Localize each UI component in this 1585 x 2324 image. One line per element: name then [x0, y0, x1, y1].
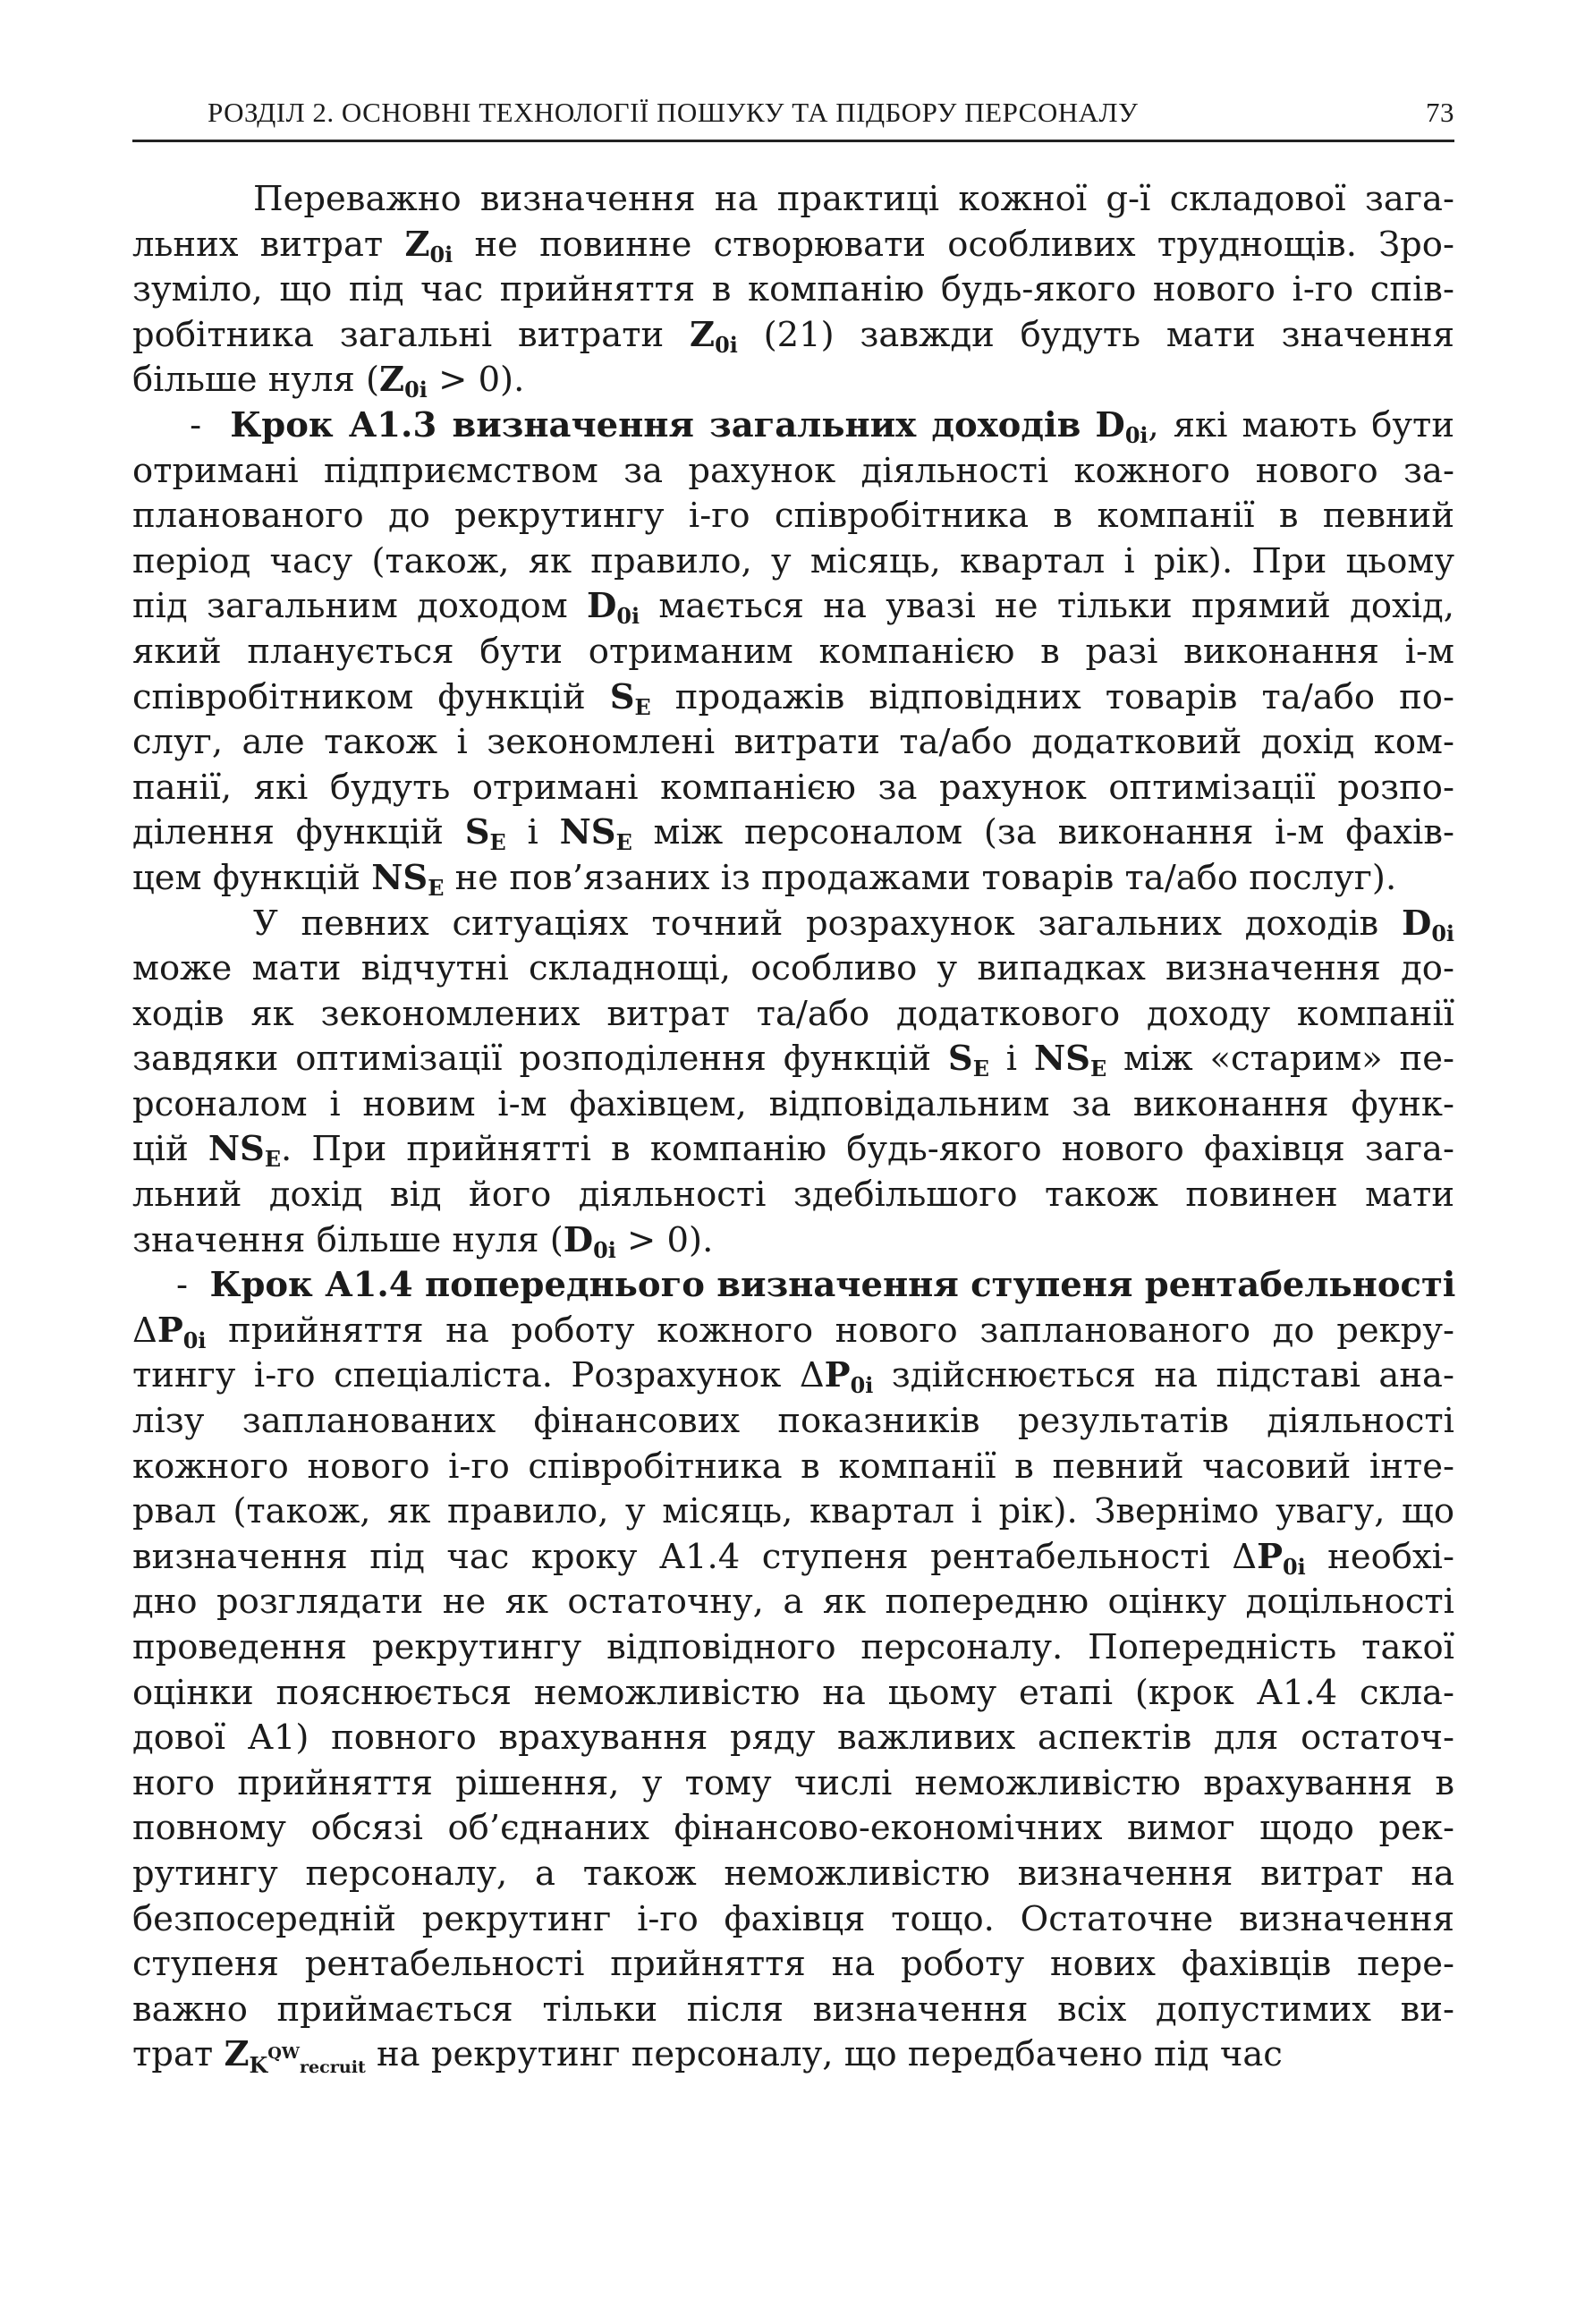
text-line: важно приймається тільки після визначення всіх допустимих ви- [132, 1989, 1454, 2030]
text-line: безпосередній рекрутинг і-го фахівця тощо. Остаточне визначення [132, 1898, 1454, 1939]
text-line: визначення під час кроку А1.4 ступеня рентабельності $\Delta P_{0i}$ необхі- [132, 1536, 1454, 1580]
text-line: співробітником функцій $S_E$ продажів відповідних товарів та/або по- [132, 676, 1454, 720]
text-line: рутингу персоналу, а також неможливістю визначення витрат на [132, 1853, 1454, 1894]
text-line: дової А1) повного врахування ряду важливих аспектів для остаточ- [132, 1718, 1454, 1759]
text-line: планованого до рекрутингу і-го співробітника в компанії в певний [132, 496, 1454, 537]
text-line: оцінки пояснюється неможливістю на цьому етапі (крок А1.4 скла- [132, 1672, 1454, 1713]
text-line: повному обсязі об’єднаних фінансово-економічних вимог щодо рек- [132, 1808, 1454, 1849]
text-line: зуміло, що під час прийняття в компанію будь-якого нового і-го спів- [132, 269, 1454, 310]
chapter-title: РОЗДІЛ 2. ОСНОВНІ ТЕХНОЛОГІЇ ПОШУКУ ТА ПІДБОРУ ПЕРСОНАЛУ [208, 97, 1139, 128]
body-text [132, 177, 1454, 2078]
text-line: який планується бути отриманим компанією в разі виконання і-м [132, 631, 1454, 672]
text-line: льний дохід від його діяльності здебільшого також повинен мати [132, 1175, 1454, 1216]
text-line: $\Delta P_{0i}$ прийняття на роботу кожного нового запланованого до рекру- [132, 1310, 1454, 1353]
text-line: дно розглядати не як остаточну, а як попередню оцінку доцільності [132, 1582, 1454, 1623]
paragraph [132, 177, 1454, 403]
text-line: може мати відчутні складнощі, особливо у випадках визначення до- [132, 948, 1454, 989]
paragraph [132, 1263, 1454, 2078]
text-line: значення більше нуля $(D_{0i} > 0)$. [132, 1219, 714, 1263]
text-line: - Крок А1.3 визначення загальних доходів $D_{0i}$, які мають бути [132, 404, 1454, 449]
text-line: ходів як зекономлених витрат та/або додаткового доходу компанії [132, 993, 1454, 1034]
text-line: проведення рекрутингу відповідного персоналу. Попередність такої [132, 1627, 1454, 1667]
text-line: лізу запланованих фінансових показників результатів діяльності [132, 1401, 1454, 1442]
text-line: У певних ситуаціях точний розрахунок загальних доходів $D_{0i}$ [253, 903, 1454, 946]
text-line: більше нуля $(Z_{0i} > 0)$. [132, 360, 525, 403]
text-line: під загальним доходом $D_{0i}$ мається на увазі не тільки прямий дохід, [132, 586, 1455, 630]
text-line: завдяки оптимізації розподілення функцій $S_E$ і $NS_E$ між «старим» пе- [132, 1039, 1454, 1082]
text-line: отримані підприємством за рахунок діяльності кожного нового за- [132, 450, 1454, 491]
text-line: цем функцій $NS_E$ не пов’язаних із продажами товарів та/або послуг). [132, 857, 1397, 902]
text-line: ступеня рентабельності прийняття на роботу нових фахівців пере- [132, 1944, 1454, 1985]
text-line: - Крок А1.4 попереднього визначення ступеня рентабельності [132, 1265, 1456, 1306]
text-line: Переважно визначення на практиці кожної g-ї складової зага- [253, 179, 1454, 219]
paragraph [132, 902, 1454, 1264]
text-line: період часу (також, як правило, у місяць, квартал і рік). При цьому [132, 540, 1454, 581]
running-header [132, 93, 1454, 142]
text-line: льних витрат $Z_{0i}$ не повинне створювати особливих труднощів. Зро- [132, 224, 1454, 267]
text-line: ділення функцій $S_E$ і $NS_E$ між персоналом (за виконання і-м фахів- [132, 812, 1454, 856]
text-line: цій $NS_E$. При прийнятті в компанію будь-якого нового фахівця зага- [132, 1129, 1454, 1173]
paragraph [132, 403, 1454, 902]
text-line: кожного нового і-го співробітника в компанії в певний часовий інте- [132, 1446, 1454, 1487]
text-line: рсоналом і новим і-м фахівцем, відповідальним за виконання функ- [132, 1083, 1454, 1124]
text-line: робітника загальні витрати $Z_{0i}$ (21) завжди будуть мати значення [132, 314, 1454, 358]
text-line: тингу і-го спеціаліста. Розрахунок $\Delta P_{0i}$ здійснюється на підставі ана- [132, 1355, 1454, 1399]
text-line: слуг, але також і зекономлені витрати та/або додатковий дохід ком- [132, 722, 1454, 763]
text-line: панії, які будуть отримані компанією за рахунок оптимізації розпо- [132, 767, 1454, 808]
text-line: рвал (також, як правило, у місяць, квартал і рік). Звернімо увагу, що [132, 1491, 1454, 1532]
text-line: трат $Z_{K^{QW}recruit}$ на рекрутинг персоналу, що передбачено під час [132, 2034, 1283, 2078]
text-line: ного прийняття рішення, у тому числі неможливістю врахування в [132, 1762, 1454, 1803]
page-number: 73 [1426, 97, 1454, 128]
